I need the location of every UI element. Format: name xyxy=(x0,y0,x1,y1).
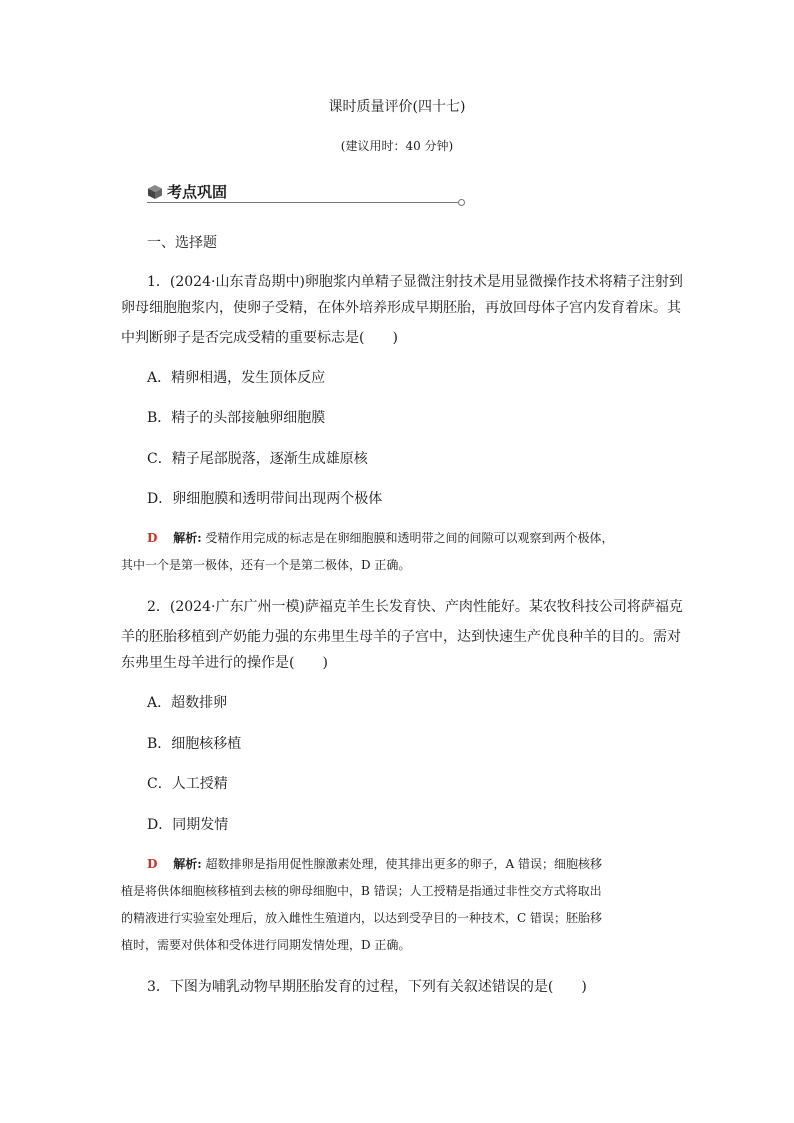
q1-analysis-line2: 其中一个是第一极体，还有一个是第二极体，D 正确。 xyxy=(121,558,411,572)
q1-stem-line1: 1．(2024·山东青岛期中)卵胞浆内单精子显微注射技术是用显微操作技术将精子注射到 xyxy=(147,274,683,290)
q1-option-d: D．卵细胞膜和透明带间出现两个极体 xyxy=(147,491,383,507)
q1-analysis-text: 受精作用完成的标志是在卵细胞膜和透明带之间的间隙可以观察到两个极体， xyxy=(205,531,614,545)
q2-stem-line1: 2．(2024·广东广州一模)萨福克羊生长发育快、产肉性能好。某农牧科技公司将萨福克 xyxy=(147,599,683,615)
q2-option-c: C．人工授精 xyxy=(147,776,228,792)
divider-endpoint xyxy=(458,199,465,206)
q2-answer: D xyxy=(147,857,158,871)
q1-analysis-line1 xyxy=(147,529,614,546)
section-header xyxy=(147,181,465,205)
q2-option-d: D．同期发情 xyxy=(147,817,229,833)
q2-stem-line3: 东弗里生母羊进行的操作是( ) xyxy=(121,655,328,671)
q1-analysis-tag: 解析: xyxy=(173,531,202,545)
part-heading: 一、选择题 xyxy=(147,235,217,251)
q1-answer: D xyxy=(147,531,158,545)
q2-analysis-text: 超数排卵是指用促性腺激素处理，使其排出更多的卵子，A 错误；细胞核移 xyxy=(205,857,602,871)
q2-option-a: A．超数排卵 xyxy=(147,695,228,711)
q1-stem-line2: 卵母细胞胞浆内，使卵子受精，在体外培养形成早期胚胎，再放回母体子宫内发育着床。其 xyxy=(121,300,681,316)
q2-analysis-line2: 植是将供体细胞核移植到去核的卵母细胞中，B 错误；人工授精是指通过非性交方式将取出 xyxy=(121,884,602,898)
q2-analysis-tag: 解析: xyxy=(173,857,202,871)
page-title: 课时质量评价(四十七) xyxy=(328,99,466,115)
q1-option-a: A．精卵相遇，发生顶体反应 xyxy=(147,370,326,386)
section-divider xyxy=(147,202,459,203)
suggested-time: (建议用时：40 分钟) xyxy=(340,139,454,153)
q1-stem-line3: 中判断卵子是否完成受精的重要标志是( ) xyxy=(121,330,398,346)
q3-stem-line1: 3．下图为哺乳动物早期胚胎发育的过程，下列有关叙述错误的是( ) xyxy=(147,979,587,995)
q2-option-b: B．细胞核移植 xyxy=(147,736,242,752)
q2-analysis-line1 xyxy=(147,855,602,872)
cube-icon xyxy=(147,184,163,200)
q1-option-c: C．精子尾部脱落，逐渐生成雄原核 xyxy=(147,451,368,467)
q2-stem-line2: 羊的胚胎移植到产奶能力强的东弗里生母羊的子宫中，达到快速生产优良种羊的目的。需对 xyxy=(121,629,681,645)
q2-analysis-line3: 的精液进行实验室处理后，放入雌性生殖道内，以达到受孕目的一种技术，C 错误；胚胎移 xyxy=(121,911,602,925)
section-title: 考点巩固 xyxy=(167,183,228,201)
q1-option-b: B．精子的头部接触卵细胞膜 xyxy=(147,410,326,426)
q2-analysis-line4: 植时，需要对供体和受体进行同期发情处理，D 正确。 xyxy=(121,938,411,952)
